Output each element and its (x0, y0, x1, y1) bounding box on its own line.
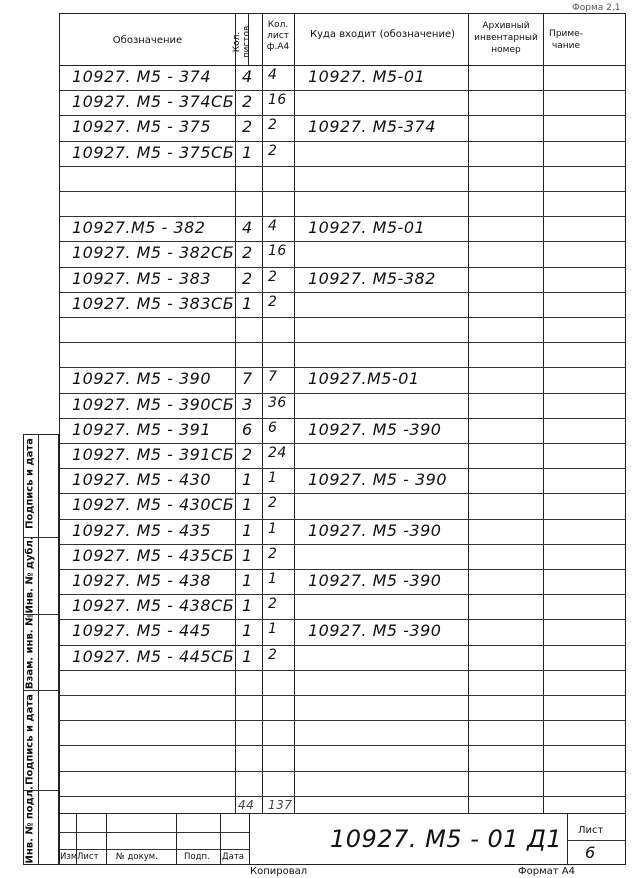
row-divider (59, 771, 626, 772)
row-a4: 16 (268, 243, 287, 260)
row-divider (59, 418, 626, 419)
row-sheets: 2 (242, 268, 253, 288)
row-a4: 1 (268, 520, 278, 537)
row-where_used: 10927. M5-382 (308, 268, 436, 288)
row-where_used: 10927. M5 - 390 (308, 470, 448, 490)
header-where-used: Куда входит (обозначение) (309, 29, 456, 40)
row-a4: 4 (268, 218, 278, 235)
row-sheets: 6 (242, 419, 253, 439)
header-qty-sheets: Кол. листов (232, 25, 252, 59)
row-designation: 10927. M5 - 430 (72, 470, 212, 490)
row-designation: 10927. M5 - 430СБ (72, 495, 235, 515)
row-designation: 10927. M5 - 374СБ (72, 92, 235, 112)
total-sheets: 44 (238, 798, 255, 812)
row-designation: 10927. M5 - 374 (72, 67, 212, 86)
row-sheets: 1 (242, 495, 253, 515)
row-divider (59, 115, 626, 116)
row-sheets: 4 (242, 218, 253, 238)
row-divider (59, 695, 626, 696)
sheet-label: Лист (578, 825, 604, 836)
row-designation: 10927. M5 - 390СБ (72, 394, 235, 414)
row-a4: 2 (268, 646, 278, 663)
row-designation: 10927. M5 - 391 (72, 419, 212, 439)
row-designation: 10927. M5 - 390 (72, 369, 212, 389)
document-code: 10927. M5 - 01 Д1 (330, 825, 563, 853)
row-a4: 1 (268, 571, 278, 587)
row-a4: 2 (268, 117, 278, 134)
side-label-replace-inv: Взам. инв. № (24, 613, 36, 690)
row-designation: 10927. M5 - 375 (72, 117, 212, 137)
row-where_used: 10927. M5 -390 (308, 419, 442, 439)
row-designation: 10927. M5 - 445 (72, 621, 212, 641)
header-archive-number: Архивный инвентарный номер (474, 21, 538, 55)
row-divider (59, 90, 626, 91)
row-divider (59, 569, 626, 570)
row-where_used: 10927. M5-01 (308, 67, 426, 86)
row-a4: 24 (268, 445, 287, 461)
row-a4: 16 (268, 92, 287, 109)
row-sheets: 1 (242, 470, 253, 490)
row-designation: 10927. M5 - 438 (72, 571, 212, 590)
title-block-col-label: Подп. (184, 852, 210, 862)
side-label-orig-inv: Инв. № подл. (24, 786, 36, 864)
row-divider (59, 367, 626, 368)
row-sheets: 2 (242, 92, 253, 112)
row-sheets: 1 (242, 520, 253, 540)
title-block-col-label: № докум. (116, 852, 158, 862)
row-divider (59, 166, 626, 167)
row-a4: 2 (268, 596, 278, 613)
side-label-sign-date-2: Подпись и дата (24, 694, 36, 785)
row-designation: 10927. M5 - 383 (72, 268, 212, 288)
row-a4: 4 (268, 67, 278, 83)
row-sheets: 2 (242, 117, 253, 137)
row-a4: 7 (268, 369, 278, 386)
row-divider (59, 393, 626, 394)
row-divider (59, 720, 626, 721)
title-block-col-label: Лист (77, 852, 99, 862)
side-label-sign-date-1: Подпись и дата (24, 438, 36, 529)
row-sheets: 1 (242, 545, 253, 565)
row-designation: 10927. M5 - 445СБ (72, 646, 235, 666)
row-divider (59, 241, 626, 242)
row-a4: 2 (268, 495, 278, 512)
row-divider (59, 493, 626, 494)
row-divider (59, 670, 626, 671)
row-where_used: 10927.M5-01 (308, 369, 420, 389)
header-note: Приме- чание (549, 29, 583, 51)
header-qty-sheets-a4: Кол. лист ф.А4 (266, 20, 290, 52)
row-divider (59, 216, 626, 217)
row-designation: 10927. M5 - 438СБ (72, 596, 235, 616)
footer-copied: Копировал (250, 866, 308, 877)
row-divider (59, 317, 626, 318)
row-a4: 2 (268, 545, 278, 562)
row-sheets: 1 (242, 142, 253, 162)
row-divider (59, 443, 626, 444)
row-sheets: 2 (242, 445, 253, 464)
row-a4: 2 (268, 293, 278, 310)
row-where_used: 10927. M5-374 (308, 117, 436, 137)
total-a4: 137 (268, 798, 293, 812)
row-a4: 1 (268, 470, 278, 487)
row-designation: 10927. M5 - 435СБ (72, 545, 235, 565)
row-a4: 1 (268, 621, 278, 638)
row-divider (59, 645, 626, 646)
sheet-number: 6 (585, 843, 596, 862)
row-divider (59, 594, 626, 595)
row-divider (59, 519, 626, 520)
row-sheets: 7 (242, 369, 253, 389)
row-a4: 2 (268, 142, 278, 159)
row-a4: 2 (268, 268, 278, 285)
header-designation: Обозначение (112, 35, 183, 46)
row-sheets: 1 (242, 596, 253, 616)
title-block-col-label: Изм (60, 852, 78, 862)
row-divider (59, 342, 626, 343)
footer-format: Формат А4 (518, 866, 575, 877)
row-sheets: 4 (242, 67, 253, 86)
row-designation: 10927. M5 - 435 (72, 520, 212, 540)
row-sheets: 2 (242, 243, 253, 263)
row-designation: 10927. M5 - 375СБ (72, 142, 235, 162)
row-divider (59, 544, 626, 545)
row-divider (59, 292, 626, 293)
row-sheets: 3 (242, 394, 253, 414)
row-where_used: 10927. M5 -390 (308, 621, 442, 641)
row-sheets: 1 (242, 571, 253, 590)
row-sheets: 1 (242, 646, 253, 666)
row-designation: 10927. M5 - 391СБ (72, 445, 235, 464)
row-a4: 36 (268, 394, 287, 411)
row-where_used: 10927. M5 -390 (308, 571, 442, 590)
row-sheets: 1 (242, 293, 253, 313)
title-block-col-label: Дата (222, 852, 245, 862)
row-divider (59, 191, 626, 192)
row-designation: 10927.M5 - 382 (72, 218, 206, 238)
row-designation: 10927. M5 - 383СБ (72, 293, 235, 313)
row-where_used: 10927. M5 -390 (308, 520, 442, 540)
row-divider (59, 267, 626, 268)
row-divider (59, 141, 626, 142)
row-where_used: 10927. M5-01 (308, 218, 426, 238)
row-divider (59, 468, 626, 469)
row-divider (59, 745, 626, 746)
form-label: Форма 2,1 (572, 3, 621, 13)
row-divider (59, 619, 626, 620)
side-label-dup-inv: Инв. № дубл. (24, 536, 36, 614)
row-designation: 10927. M5 - 382СБ (72, 243, 235, 263)
row-divider (59, 796, 626, 797)
row-a4: 6 (268, 419, 278, 436)
row-sheets: 1 (242, 621, 253, 641)
